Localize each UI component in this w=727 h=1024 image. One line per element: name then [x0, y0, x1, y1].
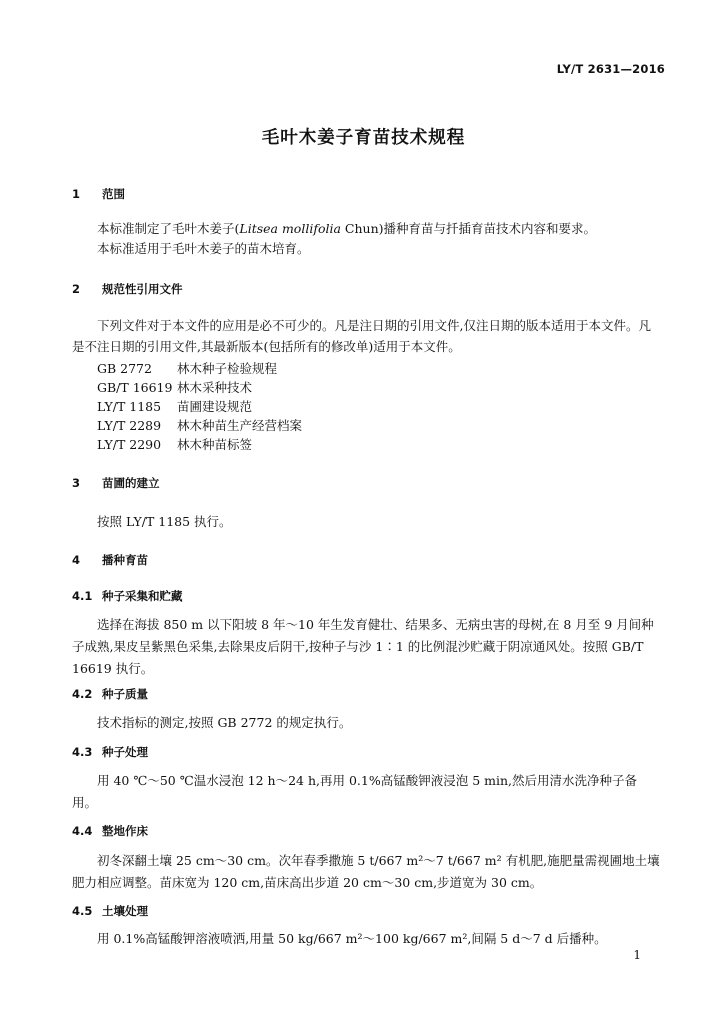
section-title: 土壤处理 — [102, 904, 148, 918]
section-number: 4.1 — [72, 589, 93, 603]
reference-item: GB 2772 林木种子检验规程 — [97, 361, 278, 376]
nursery-paragraph: 按照 LY/T 1185 执行。 — [97, 514, 232, 529]
seed-collection-paragraph: 选择在海拔 850 m 以下阳坡 8 年～10 年生发育健壮、结果多、无病虫害的母树,在 8 月至 9 月间种子成熟,果皮呈紫黑色采集,去除果皮后阴干,按种子与沙 1∶1 的比例混沙贮藏于阴凉通风处。按照 GB/T 16619 执行。 — [72, 617, 654, 676]
section-4-5-heading — [72, 903, 148, 919]
section-number: 4.3 — [72, 745, 93, 759]
section-title: 种子质量 — [102, 687, 148, 701]
page-number: 1 — [633, 948, 641, 962]
reference-item: LY/T 2290 林木种苗标签 — [97, 437, 253, 452]
references-intro: 下列文件对于本文件的应用是必不可少的。凡是注日期的引用文件,仅注日期的版本适用于本文件。凡是不注日期的引用文件,其最新版本(包括所有的修改单)适用于本文件。 — [72, 318, 651, 354]
standard-number: LY/T 2631—2016 — [556, 62, 665, 76]
section-number: 4 — [72, 553, 81, 567]
section-title: 范围 — [102, 187, 125, 201]
reference-item: LY/T 1185 苗圃建设规范 — [97, 399, 253, 414]
section-4-4-heading — [72, 823, 148, 839]
section-title: 整地作床 — [102, 824, 148, 838]
soil-treatment-paragraph: 用 0.1%高锰酸钾溶液喷洒,用量 50 kg/667 m²～100 kg/667 m²,间隔 5 d～7 d 后播种。 — [97, 931, 607, 946]
section-4-1-heading — [72, 588, 183, 604]
scope-paragraph-2: 本标准适用于毛叶木姜子的苗木培育。 — [97, 241, 310, 256]
section-3-heading — [72, 475, 160, 491]
document-title: 毛叶木姜子育苗技术规程 — [261, 128, 466, 148]
bed-preparation-paragraph: 初冬深翻土壤 25 cm～30 cm。次年春季撒施 5 t/667 m²～7 t/667 m² 有机肥,施肥量需视圃地土壤肥力相应调整。苗床宽为 120 cm,苗床高出步道 20 cm～30 cm,步道宽为 30 cm。 — [72, 853, 660, 890]
reference-item: LY/T 2289 林木种苗生产经营档案 — [97, 418, 303, 433]
section-number: 4.4 — [72, 824, 93, 838]
section-title: 规范性引用文件 — [102, 282, 183, 296]
section-number: 3 — [72, 476, 81, 490]
scope-paragraph-1: 本标准制定了毛叶木姜子(Litsea mollifolia Chun)播种育苗与扦插育苗技术内容和要求。 — [97, 221, 597, 236]
section-4-2-heading — [72, 686, 148, 702]
section-number: 2 — [72, 282, 81, 296]
section-4-heading — [72, 552, 148, 568]
section-title: 种子采集和贮藏 — [102, 589, 183, 603]
section-number: 4.5 — [72, 904, 93, 918]
section-title: 播种育苗 — [102, 553, 148, 567]
section-title: 苗圃的建立 — [102, 476, 160, 490]
seed-quality-paragraph: 技术指标的测定,按照 GB 2772 的规定执行。 — [97, 715, 352, 730]
section-title: 种子处理 — [102, 745, 148, 759]
section-number: 1 — [72, 187, 81, 201]
section-4-3-heading — [72, 744, 148, 760]
section-2-heading — [72, 281, 183, 297]
reference-item: GB/T 16619 林木采种技术 — [97, 380, 253, 395]
seed-treatment-paragraph: 用 40 ℃～50 ℃温水浸泡 12 h～24 h,再用 0.1%高锰酸钾液浸泡 5 min,然后用清水洗净种子备用。 — [72, 773, 638, 810]
section-number: 4.2 — [72, 687, 93, 701]
section-1-heading — [72, 186, 125, 202]
